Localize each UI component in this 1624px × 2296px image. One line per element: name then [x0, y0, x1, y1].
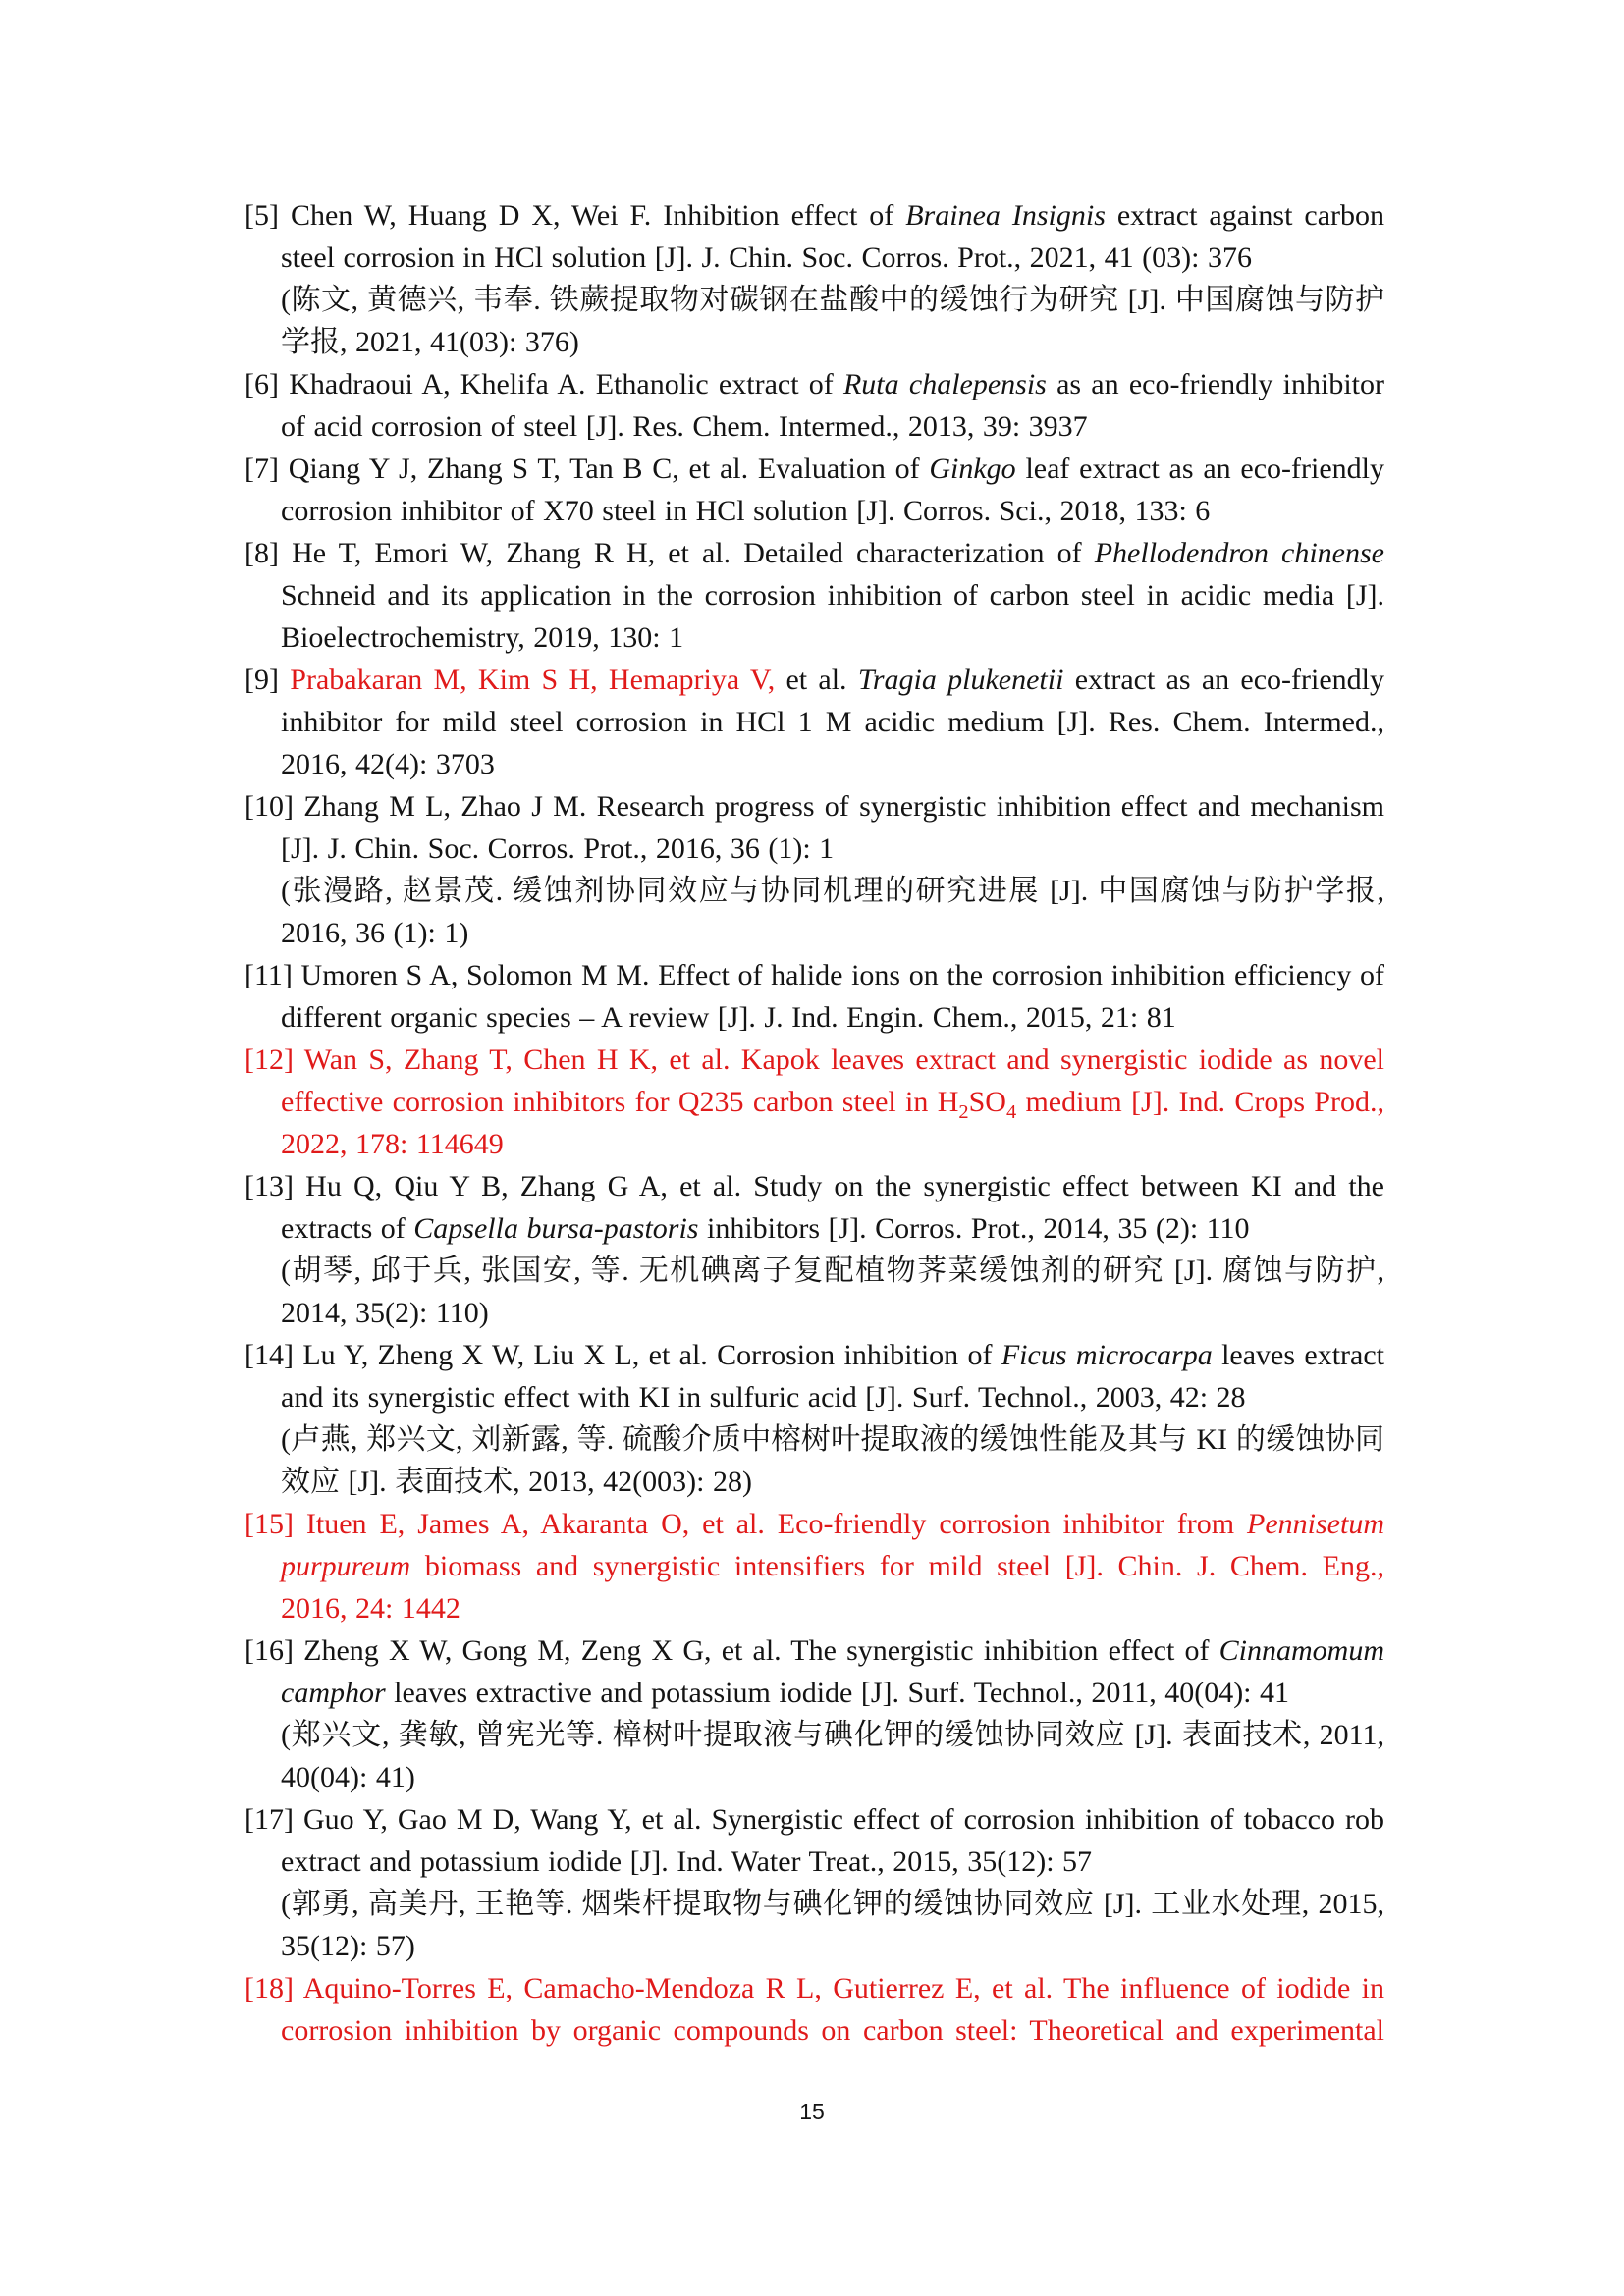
reference-text-segment: Wan S, Zhang T, Chen H K, et al. Kapok leaves extract and synergistic iodide as novel effective corrosion inhibitors for Q235 carbon steel in H [281, 1043, 1385, 1118]
reference-list [244, 194, 1384, 2052]
reference-text-segment: (郭勇, 高美丹, 王艳等. 烟柴杆提取物与碘化钾的缓蚀协同效应 [J]. 工业水处理, 2015, 35(12): 57) [281, 1888, 1384, 1962]
reference-text-segment: Zhang M L, Zhao J M. Research progress of synergistic inhibition effect and mechanism [J]. J. Chin. Soc. Corros. Prot., 2016, 36 (1): 1 [281, 790, 1384, 865]
reference-item [244, 1039, 1384, 1165]
reference-text-segment: leaves extractive and potassium iodide [J]. Surf. Technol., 2011, 40(04): 41 [385, 1677, 1290, 1709]
reference-item [244, 1334, 1384, 1503]
reference-text-segment: SO [968, 1086, 1006, 1118]
reference-number: [16] [244, 1634, 304, 1667]
reference-item [244, 1798, 1384, 1967]
reference-text-segment: Schneid and its application in the corrosion inhibition of carbon steel in acidic media [J]. Bioelectrochemistry, 2019, 130: 1 [281, 579, 1384, 654]
reference-text-segment: Tragia plukenetii [857, 664, 1064, 696]
reference-item [244, 448, 1384, 532]
reference-text-segment: Lu Y, Zheng X W, Liu X L, et al. Corrosion inhibition of [302, 1339, 1001, 1371]
reference-item [244, 1165, 1384, 1334]
reference-text-segment: inhibitors [J]. Corros. Prot., 2014, 35 (2): 110 [698, 1212, 1250, 1245]
reference-number: [9] [244, 664, 291, 696]
reference-text-segment: (郑兴文, 龚敏, 曾宪光等. 樟树叶提取液与碘化钾的缓蚀协同效应 [J]. 表面技术, 2011, 40(04): 41) [281, 1719, 1384, 1793]
reference-text-segment: Hu Q, Qiu Y B, Zhang G A, et al. Study on the synergistic effect between KI and the extracts of [281, 1170, 1384, 1245]
page-number: 15 [799, 2099, 825, 2124]
reference-text-segment: Aquino-Torres E, Camacho-Mendoza R L, Gutierrez E, et al. The influence of iodide in corrosion inhibition by organic compounds on carbon steel: Theoretical and experimental [281, 1972, 1384, 2047]
reference-text-segment: Brainea Insignis [905, 199, 1106, 232]
reference-text-segment: Phellodendron chinense [1094, 537, 1384, 569]
reference-text-segment: (胡琴, 邱于兵, 张国安, 等. 无机碘离子复配植物荠菜缓蚀剂的研究 [J]. 腐蚀与防护, 2014, 35(2): 110) [281, 1255, 1384, 1329]
reference-text-segment: Capsella bursa-pastoris [413, 1212, 699, 1245]
reference-number: [12] [244, 1043, 304, 1076]
reference-number: [6] [244, 368, 290, 400]
reference-item [244, 1503, 1384, 1629]
reference-text-segment: leaf extract as an eco-friendly corrosion inhibitor of X70 steel in HCl solution [J]. Corros. Sci., 2018, 133: 6 [281, 453, 1384, 527]
reference-number: [17] [244, 1803, 303, 1836]
reference-item [244, 1629, 1384, 1798]
reference-item [244, 659, 1384, 785]
reference-text-segment: 4 [1005, 1101, 1017, 1123]
reference-text-segment: leaves extract and its synergistic effect with KI in sulfuric acid [J]. Surf. Technol., 2003, 42: 28 [281, 1339, 1384, 1414]
reference-text-segment: Pennisetum purpureum [281, 1508, 1384, 1582]
reference-text-segment: He T, Emori W, Zhang R H, et al. Detailed characterization of [292, 537, 1095, 569]
reference-number: [18] [244, 1972, 303, 2004]
reference-text-segment: (张漫路, 赵景茂. 缓蚀剂协同效应与协同机理的研究进展 [J]. 中国腐蚀与防护学报, 2016, 36 (1): 1) [281, 875, 1384, 949]
reference-number: [8] [244, 537, 293, 569]
reference-text-segment: Zheng X W, Gong M, Zeng X G, et al. The synergistic inhibition effect of [303, 1634, 1219, 1667]
reference-text-segment: (卢燕, 郑兴文, 刘新露, 等. 硫酸介质中榕树叶提取液的缓蚀性能及其与 KI 的缓蚀协同效应 [J]. 表面技术, 2013, 42(003): 28) [281, 1423, 1384, 1498]
reference-text-segment: extract against carbon steel corrosion in HCl solution [J]. J. Chin. Soc. Corros. Prot., 2021, 41 (03): 376 [281, 199, 1385, 274]
reference-text-segment: Cinnamomum camphor [281, 1634, 1384, 1709]
reference-number: [13] [244, 1170, 306, 1202]
reference-text-segment: Ruta chalepensis [842, 368, 1047, 400]
reference-text-segment: biomass and synergistic intensifiers for mild steel [J]. Chin. J. Chem. Eng., 2016, 24: 1442 [281, 1550, 1384, 1625]
reference-item [244, 532, 1384, 659]
reference-item [244, 1967, 1384, 2052]
reference-text-segment: 2 [958, 1101, 969, 1123]
reference-text-segment: Chen W, Huang D X, Wei F. Inhibition effect of [290, 199, 906, 232]
reference-text-segment: as an eco-friendly inhibitor of acid corrosion of steel [J]. Res. Chem. Intermed., 2013, 39: 3937 [281, 368, 1384, 443]
reference-text-segment: Khadraoui A, Khelifa A. Ethanolic extract of [289, 368, 843, 400]
reference-number: [10] [244, 790, 304, 823]
reference-item [244, 363, 1384, 448]
reference-text-segment: Ituen E, James A, Akaranta O, et al. Eco-friendly corrosion inhibitor from [305, 1508, 1248, 1540]
reference-text-segment: Qiang Y J, Zhang S T, Tan B C, et al. Evaluation of [288, 453, 930, 485]
reference-text-segment: Umoren S A, Solomon M M. Effect of halide ions on the corrosion inhibition efficiency of different organic species – A review [J]. J. Ind. Engin. Chem., 2015, 21: 81 [281, 959, 1384, 1034]
reference-number: [15] [244, 1508, 306, 1540]
reference-item [244, 194, 1384, 363]
reference-text-segment: (陈文, 黄德兴, 韦奉. 铁蕨提取物对碳钢在盐酸中的缓蚀行为研究 [J]. 中国腐蚀与防护学报, 2021, 41(03): 376) [281, 284, 1384, 358]
reference-text-segment: et al. [775, 664, 858, 696]
reference-number: [14] [244, 1339, 303, 1371]
reference-number: [5] [244, 199, 291, 232]
reference-text-segment: Guo Y, Gao M D, Wang Y, et al. Synergistic effect of corrosion inhibition of tobacco rob extract and potassium iodide [J]. Ind. Water Treat., 2015, 35(12): 57 [281, 1803, 1384, 1878]
reference-text-segment: Ficus microcarpa [1001, 1339, 1213, 1371]
reference-text-segment: medium [J]. Ind. Crops Prod., 2022, 178: 114649 [281, 1086, 1384, 1160]
reference-number: [11] [244, 959, 301, 991]
reference-number: [7] [244, 453, 289, 485]
reference-text-segment: Ginkgo [929, 453, 1016, 485]
reference-item [244, 954, 1384, 1039]
reference-text-segment: extract as an eco-friendly inhibitor for mild steel corrosion in HCl 1 M acidic medium [J]. Res. Chem. Intermed., 2016, 42(4): 3703 [281, 664, 1385, 780]
reference-item [244, 785, 1384, 954]
reference-text-segment: Prabakaran M, Kim S H, Hemapriya V, [290, 664, 776, 696]
